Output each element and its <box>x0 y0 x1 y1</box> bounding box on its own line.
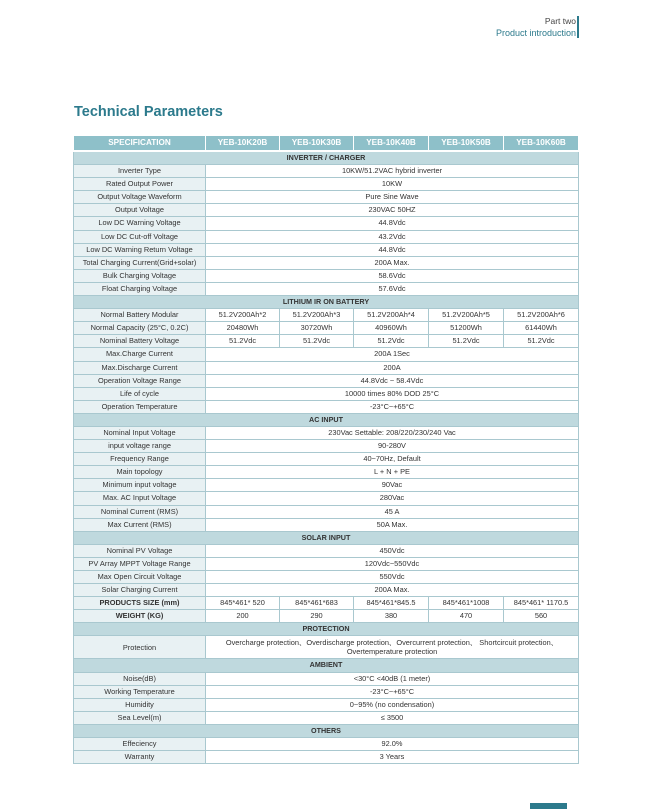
footer-mark <box>530 803 567 809</box>
row-value: 845*461*683 <box>280 597 354 610</box>
row-label: Life of cycle <box>74 387 206 400</box>
row-value: 43.2Vdc <box>206 230 579 243</box>
row-value: 90-280V <box>206 440 579 453</box>
table-row <box>74 426 579 439</box>
table-row <box>74 269 579 282</box>
table-row <box>74 751 579 764</box>
row-label: Minimum input voltage <box>74 479 206 492</box>
row-value: 51200Wh <box>429 322 504 335</box>
row-value: 57.6Vdc <box>206 282 579 295</box>
column-header: SPECIFICATION <box>74 136 206 152</box>
row-label: WEIGHT (KG) <box>74 610 206 623</box>
section-row <box>74 531 579 544</box>
row-value: 845*461* 520 <box>206 597 280 610</box>
table-row <box>74 453 579 466</box>
row-value: 51.2V200Ah*4 <box>354 309 429 322</box>
row-label: input voltage range <box>74 440 206 453</box>
row-label: Working Temperature <box>74 685 206 698</box>
table-row <box>74 387 579 400</box>
table-row <box>74 440 579 453</box>
row-value: -23°C~+65°C <box>206 400 579 413</box>
row-value: ≤ 3500 <box>206 711 579 724</box>
table-row <box>74 282 579 295</box>
row-label: Max Current (RMS) <box>74 518 206 531</box>
table-row <box>74 557 579 570</box>
row-label: Main topology <box>74 466 206 479</box>
table-row <box>74 256 579 269</box>
table-row <box>74 711 579 724</box>
header-accent-bar <box>577 16 579 38</box>
row-label: Operation Temperature <box>74 400 206 413</box>
row-value: 10000 times 80% DOD 25°C <box>206 387 579 400</box>
row-label: Nominal Current (RMS) <box>74 505 206 518</box>
row-value: 230VAC 50HZ <box>206 204 579 217</box>
row-value: 230Vac Settable: 208/220/230/240 Vac <box>206 426 579 439</box>
table-row <box>74 544 579 557</box>
row-value: 51.2V200Ah*2 <box>206 309 280 322</box>
row-value: 845*461*845.5 <box>354 597 429 610</box>
table-row <box>74 685 579 698</box>
row-value: <30°C <40dB (1 meter) <box>206 672 579 685</box>
row-label: Max.Discharge Current <box>74 361 206 374</box>
table-row <box>74 335 579 348</box>
row-value: 845*461* 1170.5 <box>504 597 579 610</box>
row-value: Overcharge protection、Overdischarge protection、Overcurrent protection、 Shortcircuit protection、Overtemperature protection <box>206 636 579 659</box>
section-row <box>74 296 579 309</box>
row-label: Float Charging Voltage <box>74 282 206 295</box>
row-value: 51.2V200Ah*5 <box>429 309 504 322</box>
row-label: Solar Charging Current <box>74 584 206 597</box>
section-row <box>74 659 579 672</box>
row-label: Max. AC Input Voltage <box>74 492 206 505</box>
row-value: 560 <box>504 610 579 623</box>
row-label: Total Charging Current(Grid+solar) <box>74 256 206 269</box>
table-row <box>74 322 579 335</box>
table-row <box>74 374 579 387</box>
section-heading: AC INPUT <box>74 413 579 426</box>
table-row <box>74 584 579 597</box>
row-value: 44.8Vdc <box>206 217 579 230</box>
row-label: Max.Charge Current <box>74 348 206 361</box>
row-value: 0~95% (no condensation) <box>206 698 579 711</box>
table-row <box>74 610 579 623</box>
part-label: Part two <box>544 16 576 26</box>
section-row <box>74 623 579 636</box>
row-value: 44.8Vdc <box>206 243 579 256</box>
row-value: 120Vdc~550Vdc <box>206 557 579 570</box>
row-value: 200A Max. <box>206 584 579 597</box>
row-value: 51.2V200Ah*3 <box>280 309 354 322</box>
row-label: Nominal Input Voltage <box>74 426 206 439</box>
section-heading: AMBIENT <box>74 659 579 672</box>
table-row <box>74 243 579 256</box>
table-row <box>74 178 579 191</box>
table-row <box>74 738 579 751</box>
row-value: 51.2Vdc <box>429 335 504 348</box>
row-value: 51.2Vdc <box>280 335 354 348</box>
row-label: Bulk Charging Voltage <box>74 269 206 282</box>
section-heading: INVERTER / CHARGER <box>74 151 579 165</box>
row-value: 44.8Vdc ~ 58.4Vdc <box>206 374 579 387</box>
section-row <box>74 151 579 165</box>
row-value: 92.0% <box>206 738 579 751</box>
row-label: Max Open Circuit Voltage <box>74 571 206 584</box>
row-label: Normal Battery Modular <box>74 309 206 322</box>
row-label: Nominal Battery Voltage <box>74 335 206 348</box>
row-label: Inverter Type <box>74 165 206 178</box>
row-label: Output Voltage Waveform <box>74 191 206 204</box>
section-label: Product introduction <box>495 28 576 38</box>
row-value: 51.2V200Ah*6 <box>504 309 579 322</box>
section-heading: PROTECTION <box>74 623 579 636</box>
row-value: 40960Wh <box>354 322 429 335</box>
table-body <box>74 151 579 764</box>
table-row <box>74 518 579 531</box>
table-row <box>74 698 579 711</box>
row-value: 200A 1Sec <box>206 348 579 361</box>
row-label: PRODUCTS SIZE (mm) <box>74 597 206 610</box>
table-row <box>74 348 579 361</box>
row-label: Noise(dB) <box>74 672 206 685</box>
section-heading: LITHIUM IR ON BATTERY <box>74 296 579 309</box>
row-value: 51.2Vdc <box>354 335 429 348</box>
row-value: 845*461*1008 <box>429 597 504 610</box>
row-label: Humidity <box>74 698 206 711</box>
row-label: Frequency Range <box>74 453 206 466</box>
table-row <box>74 492 579 505</box>
row-value: 200A Max. <box>206 256 579 269</box>
row-value: 290 <box>280 610 354 623</box>
section-row <box>74 724 579 737</box>
row-value: 40~70Hz, Default <box>206 453 579 466</box>
row-value: 200A <box>206 361 579 374</box>
table-header-row <box>74 136 579 152</box>
row-value: 45 A <box>206 505 579 518</box>
row-label: Output Voltage <box>74 204 206 217</box>
row-value: 51.2Vdc <box>206 335 280 348</box>
specification-table <box>73 135 579 764</box>
row-label: Effeciency <box>74 738 206 751</box>
row-label: Low DC Warning Return Voltage <box>74 243 206 256</box>
row-value: 280Vac <box>206 492 579 505</box>
row-label: Normal Capacity (25°C, 0.2C) <box>74 322 206 335</box>
table-row <box>74 204 579 217</box>
column-header: YEB-10K40B <box>354 136 429 152</box>
section-heading: OTHERS <box>74 724 579 737</box>
row-value: 51.2Vdc <box>504 335 579 348</box>
table-row <box>74 217 579 230</box>
page-title: Technical Parameters <box>74 104 223 120</box>
row-label: Protection <box>74 636 206 659</box>
table-row <box>74 505 579 518</box>
section-heading: SOLAR INPUT <box>74 531 579 544</box>
row-label: Warranty <box>74 751 206 764</box>
row-value: 58.6Vdc <box>206 269 579 282</box>
table-row <box>74 165 579 178</box>
column-header: YEB-10K20B <box>206 136 280 152</box>
section-row <box>74 413 579 426</box>
table-row <box>74 571 579 584</box>
row-label: Low DC Cut-off Voltage <box>74 230 206 243</box>
row-label: PV Array MPPT Voltage Range <box>74 557 206 570</box>
table-row <box>74 400 579 413</box>
table-row <box>74 636 579 659</box>
row-value: 470 <box>429 610 504 623</box>
row-value: 200 <box>206 610 280 623</box>
row-value: 380 <box>354 610 429 623</box>
row-value: -23°C~+65°C <box>206 685 579 698</box>
row-value: L + N + PE <box>206 466 579 479</box>
row-label: Operation Voltage Range <box>74 374 206 387</box>
table-row <box>74 191 579 204</box>
table-row <box>74 672 579 685</box>
row-label: Rated Output Power <box>74 178 206 191</box>
row-value: 3 Years <box>206 751 579 764</box>
table-row <box>74 479 579 492</box>
row-label: Sea Level(m) <box>74 711 206 724</box>
row-value: 30720Wh <box>280 322 354 335</box>
table-row <box>74 309 579 322</box>
page-header <box>496 15 576 39</box>
column-header: YEB-10K30B <box>280 136 354 152</box>
column-header: YEB-10K60B <box>504 136 579 152</box>
row-value: 550Vdc <box>206 571 579 584</box>
column-header: YEB-10K50B <box>429 136 504 152</box>
table-row <box>74 466 579 479</box>
row-label: Low DC Warning Voltage <box>74 217 206 230</box>
table-row <box>74 230 579 243</box>
row-value: Pure Sine Wave <box>206 191 579 204</box>
row-value: 20480Wh <box>206 322 280 335</box>
row-value: 61440Wh <box>504 322 579 335</box>
row-value: 10KW <box>206 178 579 191</box>
row-label: Nominal PV Voltage <box>74 544 206 557</box>
row-value: 50A Max. <box>206 518 579 531</box>
table-row <box>74 597 579 610</box>
row-value: 450Vdc <box>206 544 579 557</box>
row-value: 10KW/51.2VAC hybrid inverter <box>206 165 579 178</box>
row-value: 90Vac <box>206 479 579 492</box>
table-row <box>74 361 579 374</box>
